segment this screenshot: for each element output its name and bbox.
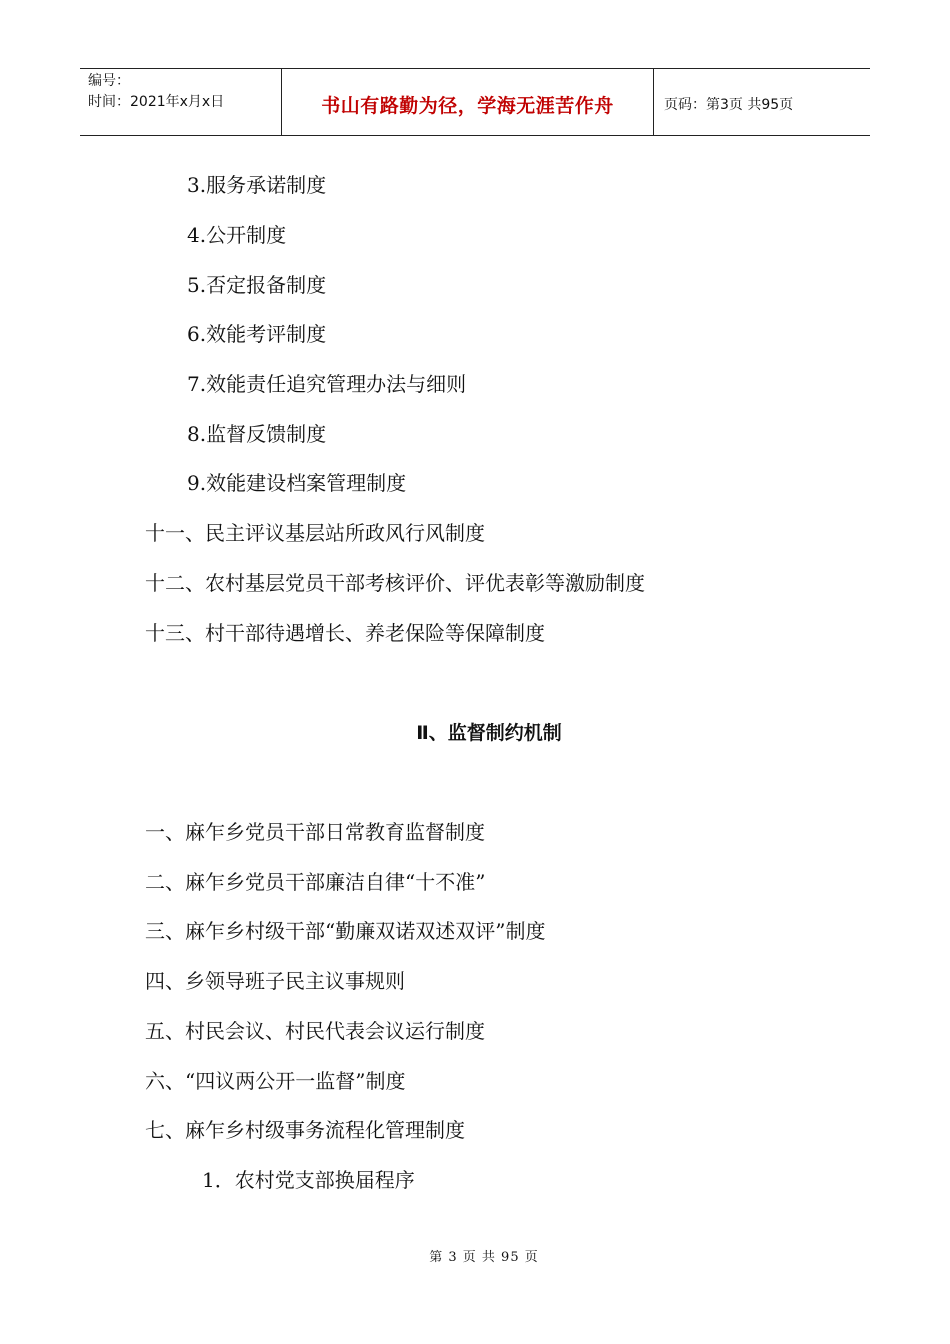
list-item: 6.效能考评制度 [187, 322, 327, 346]
page-footer: 第 3 页 共 95 页 [429, 1250, 539, 1265]
page-header [80, 68, 870, 136]
list-item: 5.否定报备制度 [187, 273, 327, 297]
header-motto: 书山有路勤为径，学海无涯苦作舟 [321, 94, 614, 117]
header-motto-cell [282, 69, 654, 135]
time-label: 时间：2021年x月x日 [88, 94, 225, 110]
list-item: 四、乡领导班子民主议事规则 [145, 969, 405, 993]
list-item: 七、麻乍乡村级事务流程化管理制度 [145, 1118, 465, 1142]
list-item: 五、村民会议、村民代表会议运行制度 [145, 1019, 485, 1043]
list-item: 二、麻乍乡党员干部廉洁自律“十不准” [145, 870, 486, 894]
list-item: 十三、村干部待遇增长、养老保险等保障制度 [145, 621, 545, 645]
section-title: Ⅱ、监督制约机制 [416, 722, 562, 744]
page-label: 页码：第3页 共95页 [664, 97, 794, 113]
serial-label: 编号： [88, 73, 130, 89]
list-item: 六、“四议两公开一监督”制度 [145, 1069, 406, 1093]
list-item: 三、麻乍乡村级干部“勤廉双诺双述双评”制度 [145, 919, 546, 943]
header-meta [80, 69, 282, 135]
list-item: 十二、农村基层党员干部考核评价、评优表彰等激励制度 [145, 571, 645, 595]
list-item: 一、麻乍乡党员干部日常教育监督制度 [145, 820, 485, 844]
list-item: 1．农村党支部换届程序 [202, 1168, 415, 1192]
list-item: 7.效能责任追究管理办法与细则 [187, 372, 467, 396]
list-item: 十一、民主评议基层站所政风行风制度 [145, 521, 485, 545]
list-item: 3.服务承诺制度 [187, 173, 327, 197]
header-page-cell [654, 69, 870, 135]
list-item: 9.效能建设档案管理制度 [187, 471, 407, 495]
list-item: 4.公开制度 [187, 223, 287, 247]
list-item: 8.监督反馈制度 [187, 422, 327, 446]
